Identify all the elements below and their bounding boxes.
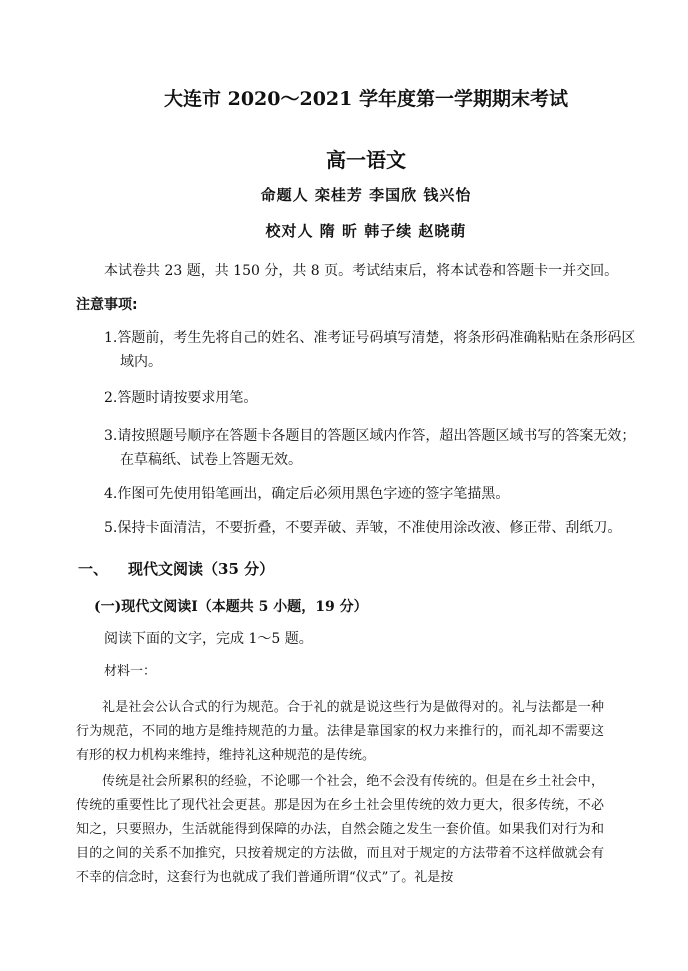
notice-item-1: 1.答题前，考生先将自己的姓名、准考证号码填写清楚，将条形码准确粘贴在条形码区域内。 bbox=[104, 330, 636, 370]
subsection-heading: (一)现代文阅读Ⅰ（本题共 5 小题，19 分） bbox=[94, 599, 368, 615]
exam-title: 大连市 2020～2021 学年度第一学期期末考试 bbox=[164, 88, 568, 110]
notice-item-5: 5.保持卡面清洁，不要折叠，不要弄破、弄皱，不准使用涂改液、修正带、刮纸刀。 bbox=[104, 520, 622, 536]
intro-text: 本试卷共 23 题，共 150 分，共 8 页。考试结束后，将本试卷和答题卡一并交回。 bbox=[104, 263, 619, 279]
notice-item-4: 4.作图可先使用铅笔画出，确定后必须用黑色字迹的签字笔描黑。 bbox=[104, 486, 510, 502]
section-title: 现代文阅读（35 分） bbox=[128, 560, 275, 578]
section-heading bbox=[78, 558, 274, 579]
material-label: 材料一： bbox=[104, 664, 157, 679]
subject-title: 高一语文 bbox=[326, 148, 406, 172]
notice-heading: 注意事项: bbox=[76, 297, 138, 313]
notice-item-3: 3.请按照题号顺序在答题卡各题目的答题区域内作答，超出答题区域书写的答案无效；在草稿纸、试卷上答题无效。 bbox=[104, 428, 636, 468]
section-number: 一、 bbox=[78, 560, 109, 578]
setters-line: 命题人 栾桂芳 李国欣 钱兴怡 bbox=[260, 186, 472, 204]
reading-instruction: 阅读下面的文字，完成 1～5 题。 bbox=[104, 631, 313, 647]
material-paragraph-1: 礼是社会公认合式的行为规范。合于礼的就是说这些行为是做得对的。礼与法都是一种行为规范，不同的地方是维持规范的力量。法律是靠国家的权力来推行的，而礼却不需要这有形的权力机构来维持，维持礼这种规范的是传统。 bbox=[76, 700, 604, 763]
proofreaders-line: 校对人 隋 昕 韩子续 赵晓萌 bbox=[265, 222, 467, 240]
material-paragraph-2: 传统是社会所累积的经验，不论哪一个社会，绝不会没有传统的。但是在乡土社会中，传统的重要性比了现代社会更甚。那是因为在乡土社会里传统的效力更大，很多传统，不必知之，只要照办，生活就能得到保障的办法，自然会随之发生一套价值。如果我们对行为和目的之间的关系不加推究，只按着规定的方法做，而且对于规定的方法带着不这样做就会有不幸的信念时，这套行为也就成了我们普通所谓“仪式”了。礼是按 bbox=[76, 774, 604, 885]
notice-item-2: 2.答题时请按要求用笔。 bbox=[104, 390, 258, 406]
